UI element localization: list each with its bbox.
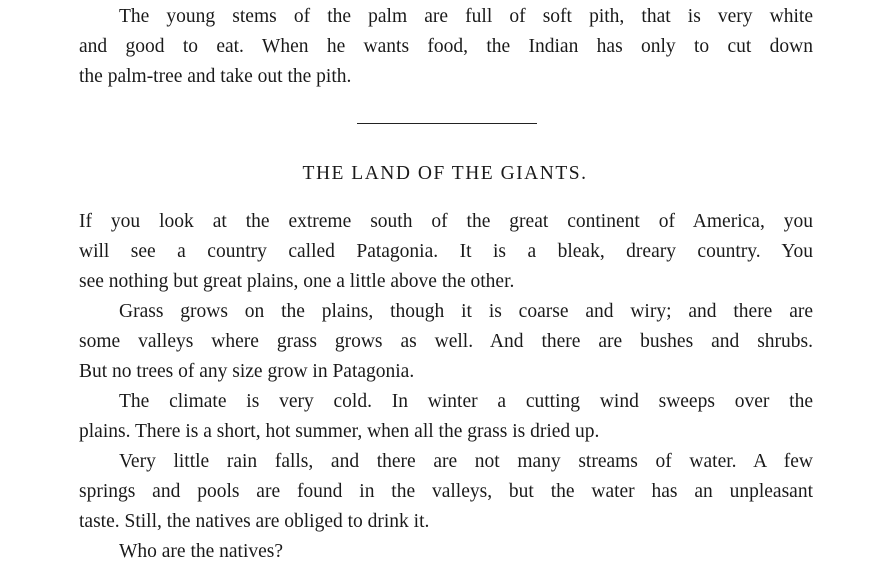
section-body xyxy=(79,207,813,567)
text-line: Very little rain falls, and there are not many streams of water. A few xyxy=(119,451,813,472)
top-paragraph xyxy=(79,2,813,92)
text-line: Who are the natives? xyxy=(119,541,284,562)
text-line: and good to eat. When he wants food, the Indian has only to cut down xyxy=(79,36,813,57)
text-line: springs and pools are found in the valleys, but the water has an unpleasant xyxy=(79,481,813,502)
text-line: some valleys where grass grows as well. And there are bushes and shrubs. xyxy=(79,331,813,352)
text-line: If you look at the extreme south of the great continent of America, you xyxy=(79,211,813,232)
paragraph xyxy=(79,297,813,387)
paragraph xyxy=(79,447,813,537)
text-line: But no trees of any size grow in Patagonia. xyxy=(79,361,415,382)
text-line: taste. Still, the natives are obliged to drink it. xyxy=(79,511,430,532)
section-divider xyxy=(357,123,537,124)
text-line: will see a country called Patagonia. It is a bleak, dreary country. You xyxy=(79,241,813,262)
text-line: The young stems of the palm are full of soft pith, that is very white xyxy=(119,6,813,27)
text-line: see nothing but great plains, one a little above the other. xyxy=(79,271,515,292)
text-line: The climate is very cold. In winter a cutting wind sweeps over the xyxy=(119,391,813,412)
paragraph xyxy=(79,207,813,297)
text-line: Grass grows on the plains, though it is coarse and wiry; and there are xyxy=(119,301,813,322)
paragraph xyxy=(79,387,813,447)
top-paragraph-block xyxy=(79,2,813,92)
text-line: the palm-tree and take out the pith. xyxy=(79,66,352,87)
section-title: THE LAND OF THE GIANTS. xyxy=(302,163,588,184)
text-line: plains. There is a short, hot summer, when all the grass is dried up. xyxy=(79,421,600,442)
paragraph xyxy=(79,537,813,567)
